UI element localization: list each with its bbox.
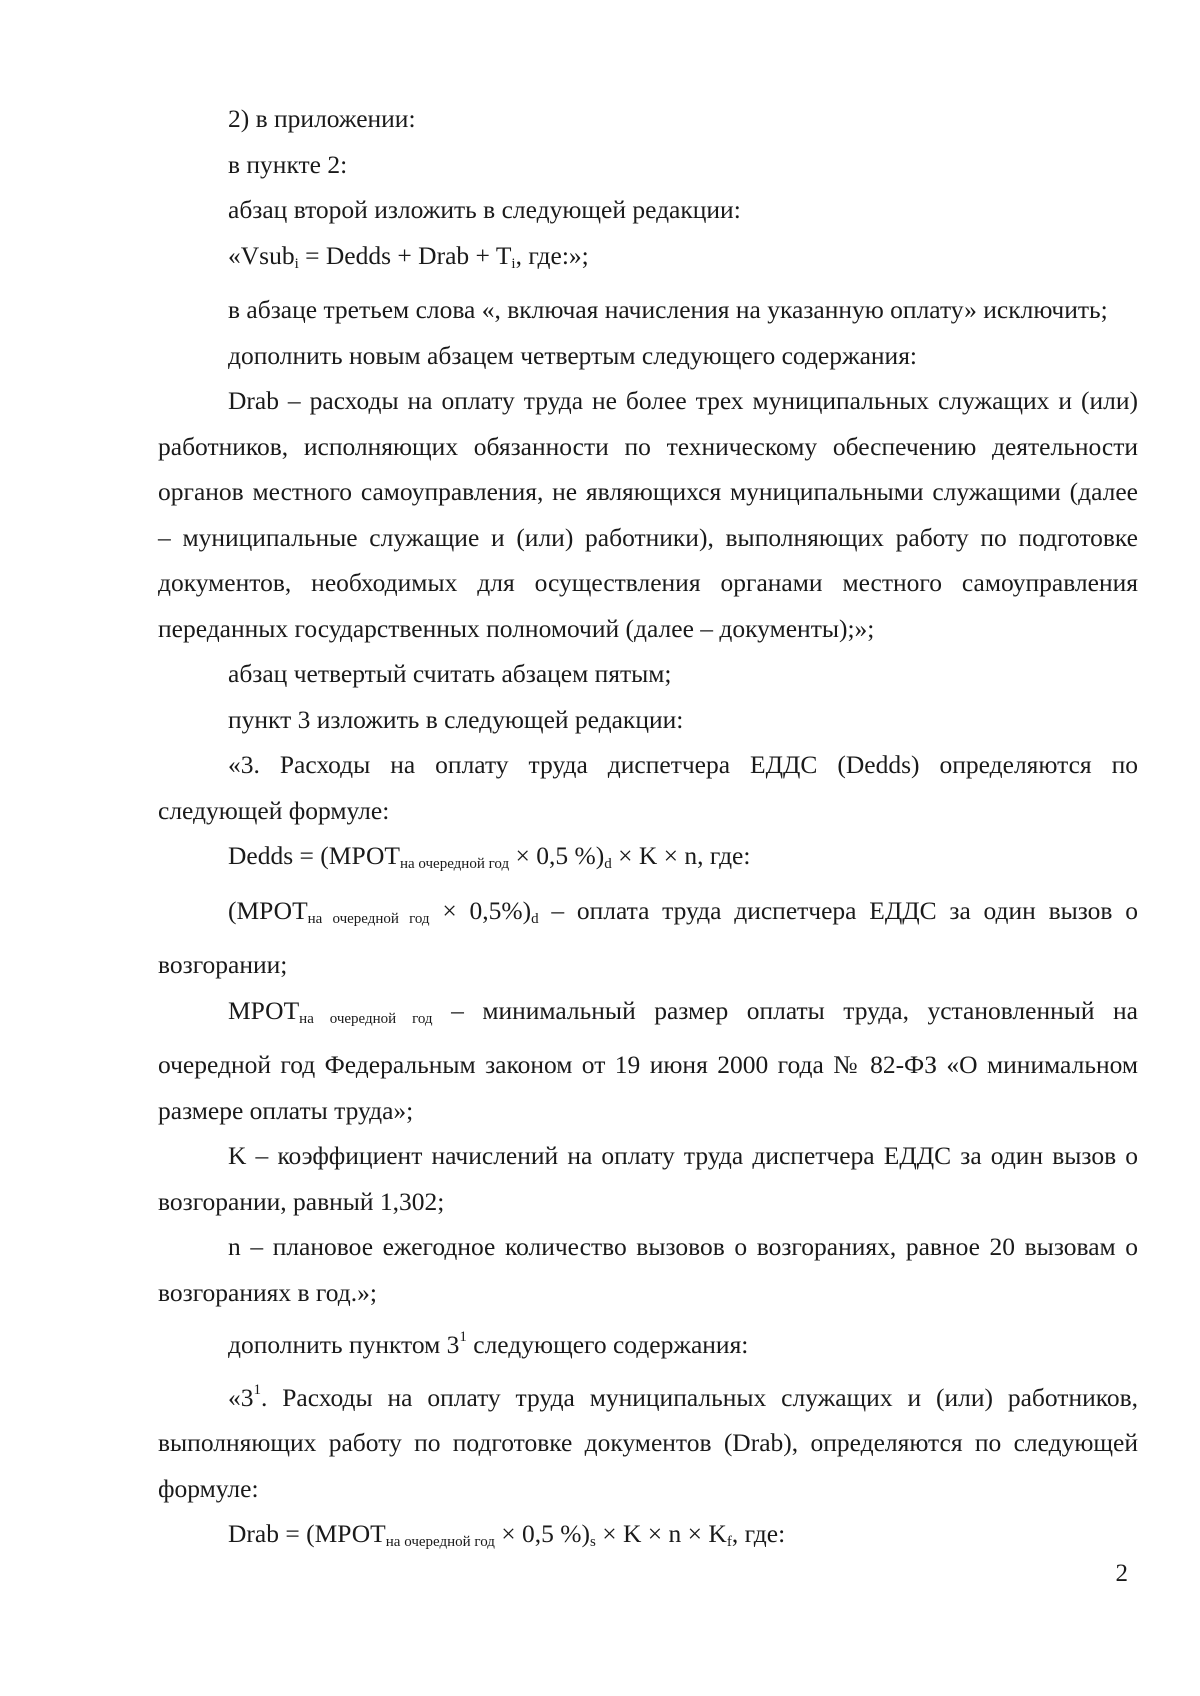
paragraph-6: дополнить новым абзацем четвертым следующего содержания: xyxy=(228,340,918,370)
paragraph-9: пункт 3 изложить в следующей редакции: xyxy=(228,704,684,734)
paragraph-17: «$3^1$. Расходы на оплату труда муниципальных служащих и (или) работников, выполняющих работу по подготовке документов (Drab), определяются по следующей формуле: xyxy=(158,1381,1138,1503)
paragraph-n-calls: n – плановое ежегодное количество вызовов о возгораниях, равное 20 вызовам о возгораниях в год.»; xyxy=(158,1232,1138,1307)
document-body xyxy=(158,96,1138,1566)
paragraph-k-coefficient: K – коэффициент начислений на оплату труда диспетчера ЕДДС за один вызов о возгорании, равный 1,302; xyxy=(158,1141,1138,1216)
paragraph-1: 2) в приложении: xyxy=(228,104,416,133)
paragraph-8: абзац четвертый считать абзацем пятым; xyxy=(228,659,672,688)
paragraph-mrot-definition: $МРОТ_{на очередной год}$ – минимальный размер оплаты труда, установленный на очередной год Федеральным законом от 19 июня 2000 года № 82-ФЗ «О минимальном размере оплаты труда»; xyxy=(158,995,1139,1125)
page-number: 2 xyxy=(1115,1560,1128,1587)
formula-dedds: Dedds = ($МРОТ_{на очередной год} \times 0,5$ $\%)_d \times K \times n$, где: xyxy=(228,841,751,872)
paragraph-5: в абзаце третьем слова «, включая начисления на указанную оплату» исключить; xyxy=(228,295,1108,324)
paragraph-drab-definition: Drab – расходы на оплату труда не более трех муниципальных служащих и (или) работников, исполняющих обязанности по техническому обеспечению деятельности органов местного самоуправления, не являющихся муниципальными служащими (далее – муниципальные служащие и (или) работники), выполняющих работу по подготовке документов, необходимых для осуществления органами местного самоуправления переданных государственных полномочий (далее – документы);»; xyxy=(158,386,1138,643)
paragraph-16: дополнить пунктом $3^1$ следующего содержания: xyxy=(228,1329,749,1359)
paragraph-10: «3. Расходы на оплату труда диспетчера ЕДДС (Dedds) определяются по следующей формуле: xyxy=(158,750,1138,825)
paragraph-mrot-payment: $(МРОТ_{на очередной год} \times 0,5\%)_d$ – оплата труда диспетчера ЕДДС за один вызов о возгорании; xyxy=(158,895,1138,979)
paragraph-2: в пункте 2: xyxy=(228,149,348,179)
paragraph-3: абзац второй изложить в следующей редакции: xyxy=(228,195,741,224)
formula-drab: Drab = ($МРОТ_{на очередной год} \times 0,5$ $\%)_s \times K \times n \times K_f$, где: xyxy=(228,1519,786,1550)
formula-vsub: «Vsub$_i$ = Dedds + Drab + $T_i$, где:»; xyxy=(228,240,589,272)
